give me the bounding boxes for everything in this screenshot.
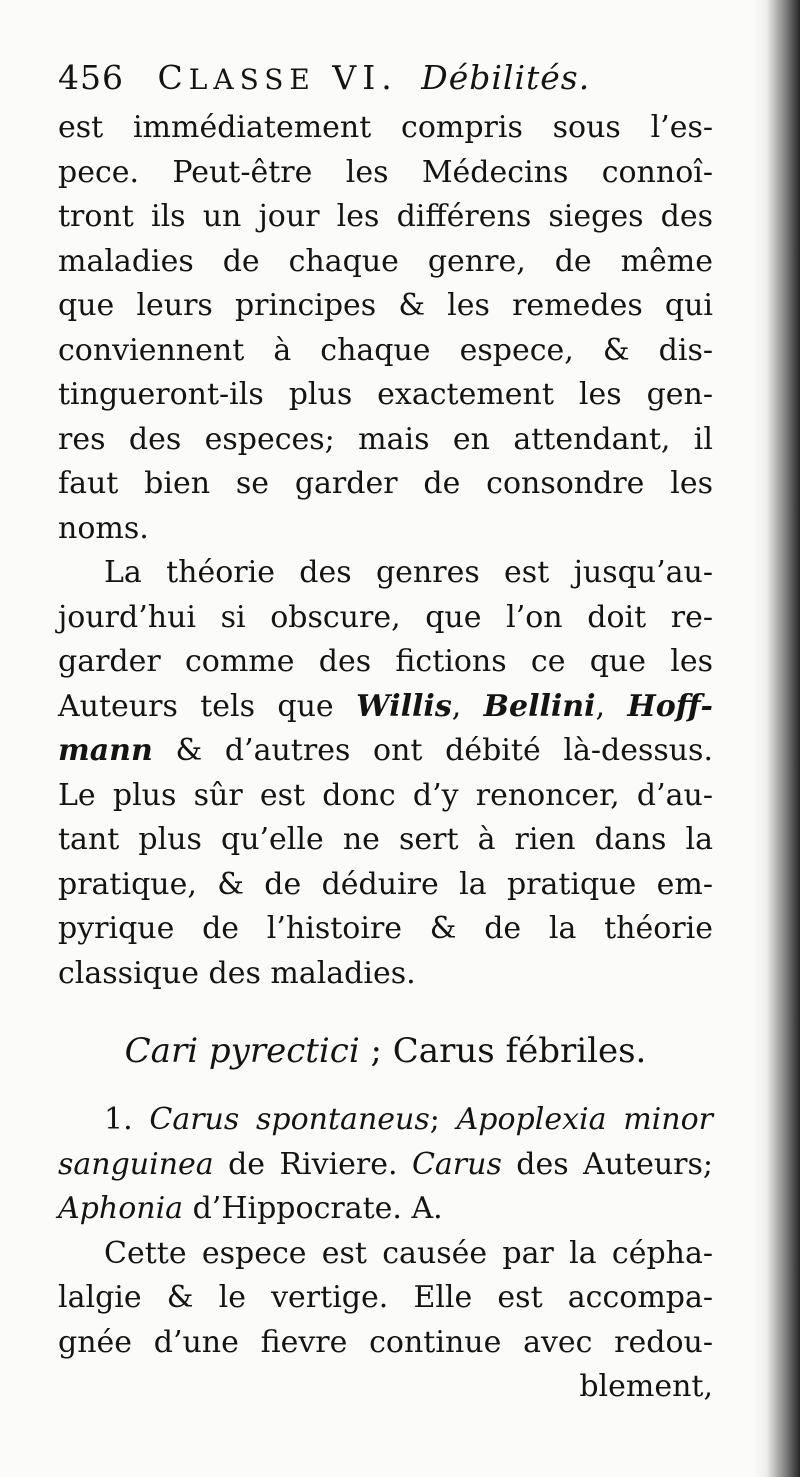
- author-name: Hoff-: [627, 688, 714, 724]
- catchword: blement,: [579, 1369, 713, 1404]
- author-name: Bellini: [483, 688, 596, 724]
- text-line: maladies de chaque genre, de même: [58, 243, 713, 279]
- text-line: pyrique de l’histoire & de la théorie: [58, 911, 713, 946]
- text-line: noms.: [58, 510, 149, 546]
- binding-shadow: [752, 0, 800, 1477]
- paragraph-3: [58, 1232, 713, 1410]
- spacer: [58, 1078, 713, 1098]
- text-line: classique des maladies.: [58, 955, 416, 991]
- text-line: jourd’hui si obscure, que l’on doit re-: [58, 599, 713, 635]
- text-line: Le plus sûr est donc d’y renoncer, d’au-: [58, 777, 713, 813]
- spacer: [58, 996, 713, 1024]
- text-line: garder comme des fictions ce que les: [58, 644, 713, 679]
- text-line: gnée d’une fievre continue avec redou-: [58, 1324, 713, 1360]
- text-line: Auteurs tels que Willis, Bellini, Hoff-: [58, 688, 714, 724]
- class-label: CLASSE VI.: [157, 58, 398, 97]
- author-name: mann: [58, 733, 153, 768]
- entry-1: [58, 1098, 713, 1232]
- text-line: res des especes; mais en attendant, il: [58, 421, 713, 457]
- page-text: [58, 50, 713, 1410]
- text-line: que leurs principes & les remedes qui: [58, 288, 713, 323]
- text-line: tant plus qu’elle ne sert à rien dans la: [58, 822, 713, 857]
- text-line: sanguinea de Riviere. Carus des Auteurs;: [58, 1146, 713, 1182]
- text-line: est immédiatement compris sous l’es-: [58, 110, 713, 145]
- page-number: 456: [58, 58, 124, 97]
- text-line: pece. Peut-être les Médecins connoî-: [58, 154, 713, 190]
- author-name: Willis: [356, 688, 452, 724]
- text-line: faut bien se garder de consondre les: [58, 466, 713, 501]
- text-line: pratique, & de déduire la pratique em-: [58, 866, 713, 902]
- text-line: Cette espece est causée par la cépha-: [104, 1235, 713, 1271]
- paragraph-2: [58, 551, 713, 996]
- running-header: [58, 50, 713, 106]
- text-line: Aphonia d’Hippocrate. A.: [58, 1191, 443, 1226]
- text-line: La théorie des genres est jusqu’au-: [104, 555, 713, 590]
- section-subheading: Cari pyrectici ; Carus fébriles.: [124, 1031, 647, 1071]
- text-line: lalgie & le vertige. Elle est accompa-: [58, 1280, 713, 1315]
- paragraph-1: [58, 106, 713, 551]
- text-line: tingueront-ils plus exactement les gen-: [58, 377, 713, 412]
- text-line: mann & d’autres ont débité là-dessus.: [58, 733, 713, 768]
- text-line: 1. Carus spontaneus; Apoplexia minor: [104, 1102, 713, 1137]
- text-line: tront ils un jour les différens sieges des: [58, 199, 713, 234]
- section-title: Débilités.: [421, 58, 591, 97]
- text-line: conviennent à chaque espece, & dis-: [58, 332, 713, 368]
